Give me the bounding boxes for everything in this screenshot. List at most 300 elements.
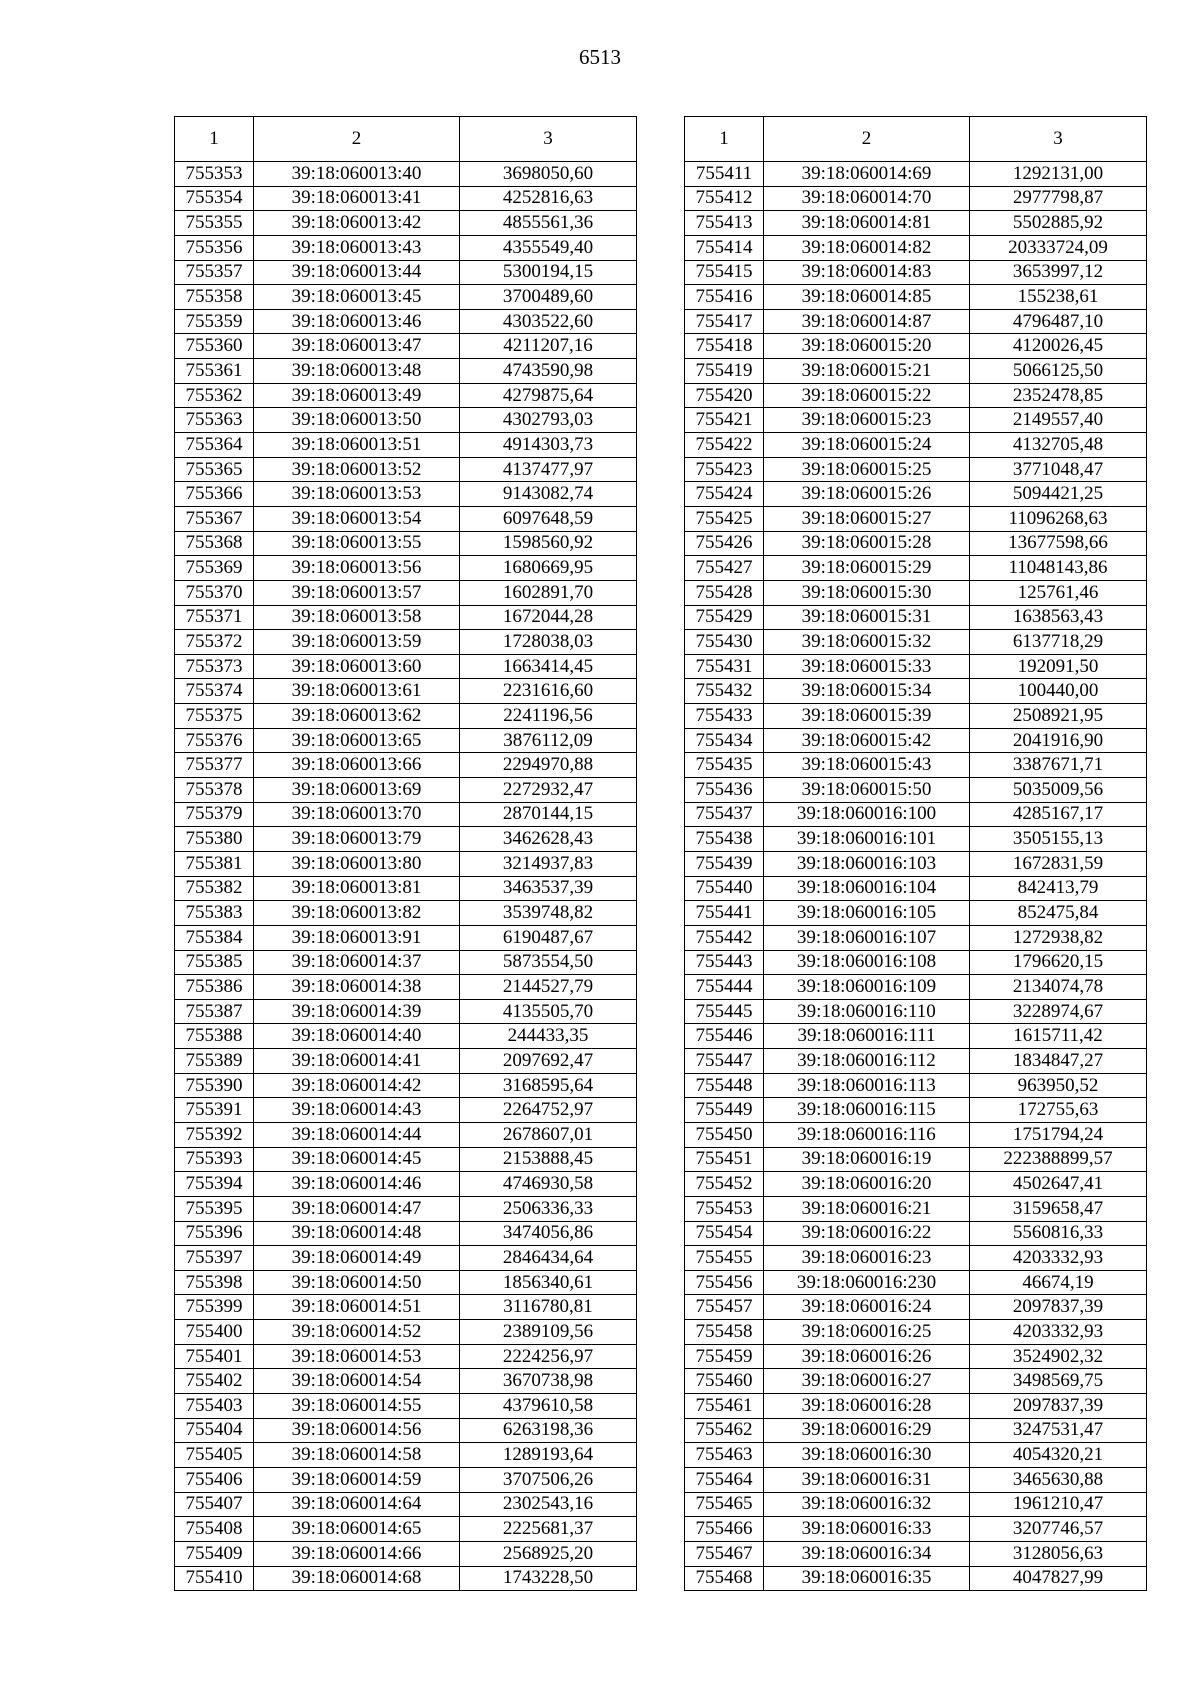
- right-table: [684, 116, 1147, 1591]
- row-number-cell: 755452: [685, 1172, 764, 1197]
- value-cell: 1834847,27: [970, 1049, 1147, 1074]
- cadastral-number-cell: 39:18:060014:52: [254, 1320, 460, 1345]
- cadastral-number-cell: 39:18:060013:66: [254, 753, 460, 778]
- row-number-cell: 755436: [685, 778, 764, 803]
- row-number-cell: 755377: [175, 753, 254, 778]
- cadastral-number-cell: 39:18:060016:105: [764, 901, 970, 926]
- value-cell: 3247531,47: [970, 1418, 1147, 1443]
- cadastral-number-cell: 39:18:060015:31: [764, 605, 970, 630]
- row-number-cell: 755423: [685, 457, 764, 482]
- value-cell: 842413,79: [970, 876, 1147, 901]
- cadastral-number-cell: 39:18:060016:30: [764, 1443, 970, 1468]
- table-row: [175, 285, 637, 310]
- row-number-cell: 755467: [685, 1541, 764, 1566]
- table-row: [175, 1098, 637, 1123]
- value-cell: 3771048,47: [970, 457, 1147, 482]
- value-cell: 2149557,40: [970, 408, 1147, 433]
- value-cell: 4502647,41: [970, 1172, 1147, 1197]
- cadastral-number-cell: 39:18:060014:37: [254, 950, 460, 975]
- value-cell: 1289193,64: [460, 1443, 637, 1468]
- value-cell: 2225681,37: [460, 1517, 637, 1542]
- cadastral-number-cell: 39:18:060016:110: [764, 999, 970, 1024]
- table-row: [175, 802, 637, 827]
- table-row: [175, 433, 637, 458]
- table-row: [175, 211, 637, 236]
- cadastral-number-cell: 39:18:060016:107: [764, 925, 970, 950]
- row-number-cell: 755364: [175, 433, 254, 458]
- table-row: [175, 162, 637, 187]
- value-cell: 1751794,24: [970, 1122, 1147, 1147]
- cadastral-number-cell: 39:18:060013:45: [254, 285, 460, 310]
- table-row: [685, 1049, 1147, 1074]
- row-number-cell: 755369: [175, 556, 254, 581]
- value-cell: 2097692,47: [460, 1049, 637, 1074]
- cadastral-number-cell: 39:18:060014:43: [254, 1098, 460, 1123]
- table-row: [685, 1221, 1147, 1246]
- table-row: [175, 580, 637, 605]
- value-cell: 2870144,15: [460, 802, 637, 827]
- cadastral-number-cell: 39:18:060016:34: [764, 1541, 970, 1566]
- row-number-cell: 755408: [175, 1517, 254, 1542]
- value-cell: 46674,19: [970, 1270, 1147, 1295]
- row-number-cell: 755426: [685, 531, 764, 556]
- table-row: [685, 359, 1147, 384]
- value-cell: 1961210,47: [970, 1492, 1147, 1517]
- row-number-cell: 755448: [685, 1073, 764, 1098]
- row-number-cell: 755385: [175, 950, 254, 975]
- cadastral-number-cell: 39:18:060016:111: [764, 1024, 970, 1049]
- table-row: [175, 1394, 637, 1419]
- row-number-cell: 755398: [175, 1270, 254, 1295]
- cadastral-number-cell: 39:18:060013:58: [254, 605, 460, 630]
- row-number-cell: 755382: [175, 876, 254, 901]
- row-number-cell: 755441: [685, 901, 764, 926]
- value-cell: 3128056,63: [970, 1541, 1147, 1566]
- row-number-cell: 755392: [175, 1122, 254, 1147]
- table-row: [175, 186, 637, 211]
- cadastral-number-cell: 39:18:060016:19: [764, 1147, 970, 1172]
- value-cell: 3505155,13: [970, 827, 1147, 852]
- cadastral-number-cell: 39:18:060015:26: [764, 482, 970, 507]
- row-number-cell: 755378: [175, 778, 254, 803]
- cadastral-number-cell: 39:18:060016:115: [764, 1098, 970, 1123]
- value-cell: 1615711,42: [970, 1024, 1147, 1049]
- row-number-cell: 755449: [685, 1098, 764, 1123]
- cadastral-number-cell: 39:18:060015:21: [764, 359, 970, 384]
- row-number-cell: 755464: [685, 1467, 764, 1492]
- table-row: [175, 654, 637, 679]
- table-row: [685, 1467, 1147, 1492]
- value-cell: 2264752,97: [460, 1098, 637, 1123]
- cadastral-number-cell: 39:18:060014:56: [254, 1418, 460, 1443]
- cadastral-number-cell: 39:18:060013:80: [254, 851, 460, 876]
- row-number-cell: 755381: [175, 851, 254, 876]
- table-row: [175, 1024, 637, 1049]
- cadastral-number-cell: 39:18:060013:52: [254, 457, 460, 482]
- row-number-cell: 755376: [175, 728, 254, 753]
- row-number-cell: 755373: [175, 654, 254, 679]
- cadastral-number-cell: 39:18:060015:42: [764, 728, 970, 753]
- column-header-2: 2: [254, 117, 460, 162]
- table-row: [685, 580, 1147, 605]
- cadastral-number-cell: 39:18:060015:29: [764, 556, 970, 581]
- value-cell: 125761,46: [970, 580, 1147, 605]
- row-number-cell: 755416: [685, 285, 764, 310]
- cadastral-number-cell: 39:18:060013:70: [254, 802, 460, 827]
- cadastral-number-cell: 39:18:060014:65: [254, 1517, 460, 1542]
- cadastral-number-cell: 39:18:060014:69: [764, 162, 970, 187]
- row-number-cell: 755362: [175, 383, 254, 408]
- value-cell: 2506336,33: [460, 1196, 637, 1221]
- row-number-cell: 755403: [175, 1394, 254, 1419]
- value-cell: 2224256,97: [460, 1344, 637, 1369]
- value-cell: 4746930,58: [460, 1172, 637, 1197]
- value-cell: 4796487,10: [970, 309, 1147, 334]
- value-cell: 222388899,57: [970, 1147, 1147, 1172]
- value-cell: 20333724,09: [970, 235, 1147, 260]
- cadastral-number-cell: 39:18:060016:24: [764, 1295, 970, 1320]
- table-row: [685, 827, 1147, 852]
- table-row: [685, 1196, 1147, 1221]
- row-number-cell: 755372: [175, 630, 254, 655]
- table-row: [175, 1049, 637, 1074]
- value-cell: 6137718,29: [970, 630, 1147, 655]
- value-cell: 2352478,85: [970, 383, 1147, 408]
- table-row: [685, 851, 1147, 876]
- page-number: 6513: [579, 45, 621, 69]
- value-cell: 3539748,82: [460, 901, 637, 926]
- cadastral-number-cell: 39:18:060013:69: [254, 778, 460, 803]
- row-number-cell: 755396: [175, 1221, 254, 1246]
- cadastral-number-cell: 39:18:060014:85: [764, 285, 970, 310]
- row-number-cell: 755359: [175, 309, 254, 334]
- cadastral-number-cell: 39:18:060013:91: [254, 925, 460, 950]
- row-number-cell: 755415: [685, 260, 764, 285]
- value-cell: 5560816,33: [970, 1221, 1147, 1246]
- table-row: [175, 556, 637, 581]
- row-number-cell: 755405: [175, 1443, 254, 1468]
- row-number-cell: 755445: [685, 999, 764, 1024]
- table-row: [685, 1418, 1147, 1443]
- value-cell: 4137477,97: [460, 457, 637, 482]
- value-cell: 5094421,25: [970, 482, 1147, 507]
- table-row: [175, 827, 637, 852]
- value-cell: 4303522,60: [460, 309, 637, 334]
- column-header-1: 1: [685, 117, 764, 162]
- table-row: [685, 999, 1147, 1024]
- cadastral-number-cell: 39:18:060014:64: [254, 1492, 460, 1517]
- cadastral-number-cell: 39:18:060013:62: [254, 704, 460, 729]
- table-row: [175, 482, 637, 507]
- table-row: [175, 679, 637, 704]
- row-number-cell: 755374: [175, 679, 254, 704]
- row-number-cell: 755399: [175, 1295, 254, 1320]
- row-number-cell: 755367: [175, 506, 254, 531]
- row-number-cell: 755407: [175, 1492, 254, 1517]
- column-header-1: 1: [175, 117, 254, 162]
- table-row: [685, 235, 1147, 260]
- table-row: [685, 704, 1147, 729]
- table-row: [175, 1467, 637, 1492]
- row-number-cell: 755443: [685, 950, 764, 975]
- row-number-cell: 755461: [685, 1394, 764, 1419]
- row-number-cell: 755397: [175, 1246, 254, 1271]
- cadastral-number-cell: 39:18:060016:230: [764, 1270, 970, 1295]
- cadastral-number-cell: 39:18:060014:54: [254, 1369, 460, 1394]
- table-row: [685, 260, 1147, 285]
- table-row: [175, 605, 637, 630]
- row-number-cell: 755421: [685, 408, 764, 433]
- table-row: [685, 679, 1147, 704]
- value-cell: 4379610,58: [460, 1394, 637, 1419]
- table-row: [175, 975, 637, 1000]
- value-cell: 3228974,67: [970, 999, 1147, 1024]
- value-cell: 1672044,28: [460, 605, 637, 630]
- cadastral-number-cell: 39:18:060016:28: [764, 1394, 970, 1419]
- table-row: [685, 1270, 1147, 1295]
- row-number-cell: 755435: [685, 753, 764, 778]
- row-number-cell: 755387: [175, 999, 254, 1024]
- column-header-3: 3: [460, 117, 637, 162]
- value-cell: 3387671,71: [970, 753, 1147, 778]
- row-number-cell: 755354: [175, 186, 254, 211]
- table-row: [685, 802, 1147, 827]
- value-cell: 11096268,63: [970, 506, 1147, 531]
- table-row: [175, 999, 637, 1024]
- cadastral-number-cell: 39:18:060013:55: [254, 531, 460, 556]
- value-cell: 2302543,16: [460, 1492, 637, 1517]
- row-number-cell: 755433: [685, 704, 764, 729]
- value-cell: 2846434,64: [460, 1246, 637, 1271]
- cadastral-number-cell: 39:18:060014:44: [254, 1122, 460, 1147]
- header-row: [175, 117, 637, 162]
- value-cell: 244433,35: [460, 1024, 637, 1049]
- table-row: [685, 408, 1147, 433]
- cadastral-number-cell: 39:18:060014:83: [764, 260, 970, 285]
- cadastral-number-cell: 39:18:060016:112: [764, 1049, 970, 1074]
- value-cell: 4054320,21: [970, 1443, 1147, 1468]
- cadastral-number-cell: 39:18:060016:27: [764, 1369, 970, 1394]
- value-cell: 4211207,16: [460, 334, 637, 359]
- cadastral-number-cell: 39:18:060013:82: [254, 901, 460, 926]
- row-number-cell: 755428: [685, 580, 764, 605]
- cadastral-number-cell: 39:18:060014:39: [254, 999, 460, 1024]
- value-cell: 3670738,98: [460, 1369, 637, 1394]
- value-cell: 3498569,75: [970, 1369, 1147, 1394]
- row-number-cell: 755379: [175, 802, 254, 827]
- table-row: [175, 1418, 637, 1443]
- table-row: [175, 1320, 637, 1345]
- value-cell: 1856340,61: [460, 1270, 637, 1295]
- cadastral-number-cell: 39:18:060016:23: [764, 1246, 970, 1271]
- value-cell: 4135505,70: [460, 999, 637, 1024]
- table-row: [175, 753, 637, 778]
- value-cell: 3474056,86: [460, 1221, 637, 1246]
- cadastral-number-cell: 39:18:060015:50: [764, 778, 970, 803]
- cadastral-number-cell: 39:18:060015:24: [764, 433, 970, 458]
- row-number-cell: 755465: [685, 1492, 764, 1517]
- value-cell: 3698050,60: [460, 162, 637, 187]
- row-number-cell: 755432: [685, 679, 764, 704]
- cadastral-number-cell: 39:18:060014:51: [254, 1295, 460, 1320]
- table-row: [685, 482, 1147, 507]
- table-row: [685, 162, 1147, 187]
- cadastral-number-cell: 39:18:060015:20: [764, 334, 970, 359]
- cadastral-number-cell: 39:18:060016:101: [764, 827, 970, 852]
- value-cell: 2508921,95: [970, 704, 1147, 729]
- table-row: [685, 1492, 1147, 1517]
- value-cell: 1663414,45: [460, 654, 637, 679]
- value-cell: 6190487,67: [460, 925, 637, 950]
- cadastral-number-cell: 39:18:060014:45: [254, 1147, 460, 1172]
- row-number-cell: 755380: [175, 827, 254, 852]
- table-row: [175, 309, 637, 334]
- table-row: [175, 851, 637, 876]
- table-row: [685, 728, 1147, 753]
- cadastral-number-cell: 39:18:060016:104: [764, 876, 970, 901]
- table-row: [175, 1122, 637, 1147]
- cadastral-number-cell: 39:18:060013:48: [254, 359, 460, 384]
- value-cell: 4252816,63: [460, 186, 637, 211]
- row-number-cell: 755366: [175, 482, 254, 507]
- table-row: [175, 1517, 637, 1542]
- row-number-cell: 755466: [685, 1517, 764, 1542]
- table-row: [175, 359, 637, 384]
- cadastral-number-cell: 39:18:060013:57: [254, 580, 460, 605]
- row-number-cell: 755414: [685, 235, 764, 260]
- row-number-cell: 755393: [175, 1147, 254, 1172]
- table-row: [175, 1566, 637, 1591]
- table-row: [685, 630, 1147, 655]
- cadastral-number-cell: 39:18:060014:81: [764, 211, 970, 236]
- table-row: [685, 1369, 1147, 1394]
- row-number-cell: 755446: [685, 1024, 764, 1049]
- table-row: [175, 1196, 637, 1221]
- table-row: [685, 1073, 1147, 1098]
- cadastral-number-cell: 39:18:060014:53: [254, 1344, 460, 1369]
- table-row: [685, 1517, 1147, 1542]
- row-number-cell: 755384: [175, 925, 254, 950]
- row-number-cell: 755422: [685, 433, 764, 458]
- table-row: [175, 1172, 637, 1197]
- cadastral-number-cell: 39:18:060016:100: [764, 802, 970, 827]
- table-row: [175, 704, 637, 729]
- table-row: [685, 1098, 1147, 1123]
- row-number-cell: 755418: [685, 334, 764, 359]
- cadastral-number-cell: 39:18:060015:33: [764, 654, 970, 679]
- table-row: [175, 630, 637, 655]
- value-cell: 3207746,57: [970, 1517, 1147, 1542]
- cadastral-number-cell: 39:18:060013:47: [254, 334, 460, 359]
- cadastral-number-cell: 39:18:060015:28: [764, 531, 970, 556]
- row-number-cell: 755419: [685, 359, 764, 384]
- row-number-cell: 755401: [175, 1344, 254, 1369]
- cadastral-number-cell: 39:18:060016:25: [764, 1320, 970, 1345]
- cadastral-number-cell: 39:18:060013:81: [254, 876, 460, 901]
- row-number-cell: 755437: [685, 802, 764, 827]
- table-row: [175, 235, 637, 260]
- value-cell: 4120026,45: [970, 334, 1147, 359]
- table-row: [175, 925, 637, 950]
- cadastral-number-cell: 39:18:060014:38: [254, 975, 460, 1000]
- cadastral-number-cell: 39:18:060016:31: [764, 1467, 970, 1492]
- row-number-cell: 755457: [685, 1295, 764, 1320]
- cadastral-number-cell: 39:18:060016:113: [764, 1073, 970, 1098]
- table-row: [175, 1443, 637, 1468]
- cadastral-number-cell: 39:18:060015:25: [764, 457, 970, 482]
- value-cell: 3524902,32: [970, 1344, 1147, 1369]
- value-cell: 1638563,43: [970, 605, 1147, 630]
- table-row: [175, 778, 637, 803]
- value-cell: 1602891,70: [460, 580, 637, 605]
- table-row: [685, 1172, 1147, 1197]
- cadastral-number-cell: 39:18:060015:30: [764, 580, 970, 605]
- cadastral-number-cell: 39:18:060013:44: [254, 260, 460, 285]
- row-number-cell: 755353: [175, 162, 254, 187]
- table-row: [685, 1295, 1147, 1320]
- value-cell: 2294970,88: [460, 753, 637, 778]
- cadastral-number-cell: 39:18:060016:20: [764, 1172, 970, 1197]
- row-number-cell: 755400: [175, 1320, 254, 1345]
- cadastral-number-cell: 39:18:060013:40: [254, 162, 460, 187]
- cadastral-number-cell: 39:18:060013:59: [254, 630, 460, 655]
- table-row: [175, 1270, 637, 1295]
- cadastral-number-cell: 39:18:060013:46: [254, 309, 460, 334]
- row-number-cell: 755462: [685, 1418, 764, 1443]
- left-table-header: [175, 117, 637, 162]
- row-number-cell: 755388: [175, 1024, 254, 1049]
- row-number-cell: 755404: [175, 1418, 254, 1443]
- cadastral-number-cell: 39:18:060016:103: [764, 851, 970, 876]
- row-number-cell: 755468: [685, 1566, 764, 1591]
- row-number-cell: 755458: [685, 1320, 764, 1345]
- table-row: [175, 1492, 637, 1517]
- cadastral-number-cell: 39:18:060013:41: [254, 186, 460, 211]
- cadastral-number-cell: 39:18:060014:42: [254, 1073, 460, 1098]
- row-number-cell: 755394: [175, 1172, 254, 1197]
- cadastral-number-cell: 39:18:060015:22: [764, 383, 970, 408]
- table-row: [175, 1147, 637, 1172]
- row-number-cell: 755442: [685, 925, 764, 950]
- value-cell: 1272938,82: [970, 925, 1147, 950]
- value-cell: 6097648,59: [460, 506, 637, 531]
- cadastral-number-cell: 39:18:060014:49: [254, 1246, 460, 1271]
- table-row: [685, 778, 1147, 803]
- value-cell: 2144527,79: [460, 975, 637, 1000]
- row-number-cell: 755386: [175, 975, 254, 1000]
- cadastral-number-cell: 39:18:060014:82: [764, 235, 970, 260]
- value-cell: 1680669,95: [460, 556, 637, 581]
- table-row: [685, 1566, 1147, 1591]
- right-table-body: [685, 162, 1147, 1591]
- row-number-cell: 755444: [685, 975, 764, 1000]
- value-cell: 2272932,47: [460, 778, 637, 803]
- table-row: [175, 1221, 637, 1246]
- row-number-cell: 755427: [685, 556, 764, 581]
- row-number-cell: 755395: [175, 1196, 254, 1221]
- cadastral-number-cell: 39:18:060015:39: [764, 704, 970, 729]
- value-cell: 1598560,92: [460, 531, 637, 556]
- cadastral-number-cell: 39:18:060014:40: [254, 1024, 460, 1049]
- value-cell: 5035009,56: [970, 778, 1147, 803]
- table-row: [685, 506, 1147, 531]
- table-row: [175, 1344, 637, 1369]
- row-number-cell: 755365: [175, 457, 254, 482]
- cadastral-number-cell: 39:18:060013:50: [254, 408, 460, 433]
- row-number-cell: 755412: [685, 186, 764, 211]
- value-cell: 1728038,03: [460, 630, 637, 655]
- table-row: [685, 925, 1147, 950]
